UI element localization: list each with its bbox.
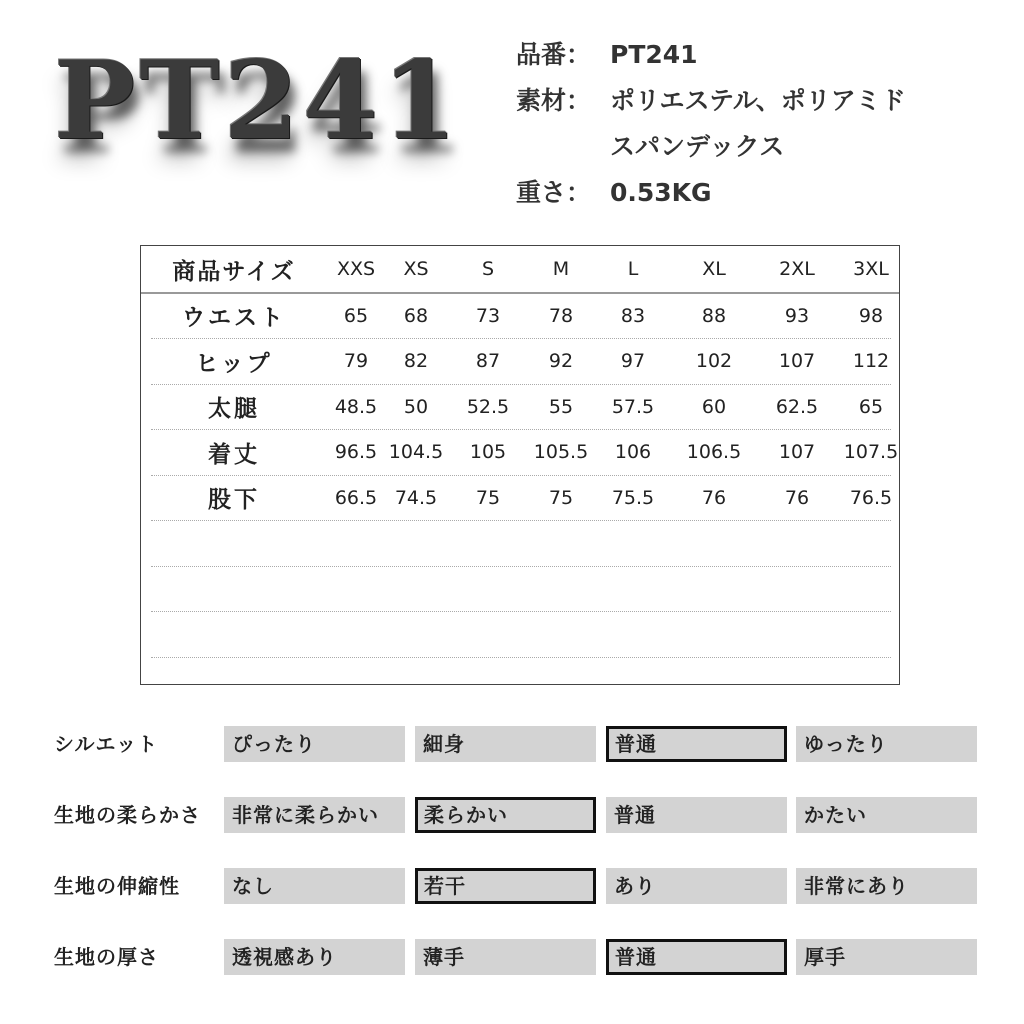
property-label: 生地の伸縮性 — [54, 874, 180, 898]
size-header-xxs: XXS — [336, 258, 376, 280]
size-value-cell: 107.5 — [843, 441, 899, 463]
property-option: なし — [224, 868, 405, 904]
row-label: 太腿 — [208, 396, 260, 422]
size-value-cell: 93 — [784, 304, 810, 327]
size-value-cell: 57.5 — [611, 395, 655, 418]
size-value-cell: 97 — [620, 350, 646, 372]
property-label: 生地の厚さ — [54, 945, 159, 969]
spec-key: 品番： — [516, 40, 592, 69]
row-label: ヒップ — [195, 350, 273, 377]
size-header-xl: XL — [702, 258, 726, 280]
spec-material-cont — [516, 128, 906, 174]
size-table-row — [151, 384, 891, 430]
spec-key: 素材： — [516, 86, 592, 115]
row-label: 股下 — [208, 487, 260, 513]
size-header-m: M — [552, 258, 570, 280]
property-option: ゆったり — [796, 726, 977, 762]
property-row — [0, 724, 1024, 764]
property-option: 普通 — [606, 797, 787, 833]
property-option: かたい — [796, 797, 977, 833]
size-value-cell: 107 — [778, 350, 816, 372]
size-value-cell: 75.5 — [611, 486, 655, 509]
size-table-row — [151, 430, 899, 476]
row-label: ウエスト — [182, 305, 286, 331]
spec-product-no — [516, 36, 906, 82]
spec-weight — [516, 174, 906, 220]
size-value-cell: 107 — [778, 441, 816, 463]
property-option: あり — [606, 868, 787, 904]
size-value-cell: 106.5 — [686, 441, 742, 463]
property-option-selected: 普通 — [606, 939, 787, 975]
spec-value: PT241 — [610, 40, 698, 69]
size-header-label: 商品サイズ — [172, 258, 296, 285]
property-label: シルエット — [54, 732, 159, 756]
size-value-cell: 76 — [701, 486, 727, 509]
size-table-header — [141, 246, 899, 294]
size-value-cell: 48.5 — [334, 395, 378, 418]
size-table — [140, 245, 900, 685]
size-value-cell: 106 — [614, 441, 652, 463]
size-header-2xl: 2XL — [779, 258, 815, 280]
spec-value: ポリエステル、ポリアミド — [610, 86, 906, 115]
property-option: 透視感あり — [224, 939, 405, 975]
size-value-cell: 66.5 — [334, 486, 378, 509]
size-value-cell: 96.5 — [334, 441, 378, 463]
property-option-selected: 普通 — [606, 726, 787, 762]
product-logo — [40, 28, 460, 188]
size-value-cell: 78 — [548, 304, 574, 327]
size-value-cell: 83 — [620, 304, 646, 327]
spec-key: 重さ： — [516, 178, 592, 207]
property-option: 非常に柔らかい — [224, 797, 405, 833]
spec-value: 0.53KG — [610, 178, 712, 207]
size-table-empty-row — [151, 612, 891, 658]
size-value-cell: 104.5 — [388, 441, 444, 463]
size-value-cell: 82 — [403, 350, 429, 372]
size-value-cell: 112 — [852, 350, 890, 372]
row-label: 着丈 — [208, 441, 260, 468]
property-option: 細身 — [415, 726, 596, 762]
size-table-row — [151, 339, 891, 385]
size-value-cell: 76.5 — [849, 486, 893, 509]
size-table-row — [151, 475, 891, 521]
size-value-cell: 65 — [858, 395, 884, 418]
property-option: 薄手 — [415, 939, 596, 975]
size-value-cell: 102 — [695, 350, 733, 372]
size-value-cell: 68 — [403, 304, 429, 327]
size-header-l: L — [627, 258, 639, 280]
property-option: ぴったり — [224, 726, 405, 762]
size-header-xs: XS — [403, 258, 429, 280]
size-value-cell: 87 — [475, 350, 501, 372]
property-row — [0, 866, 1024, 906]
size-table-empty-row — [151, 566, 891, 612]
size-value-cell: 62.5 — [775, 395, 819, 418]
size-value-cell: 105 — [469, 441, 507, 463]
spec-value: スパンデックス — [610, 132, 785, 161]
property-option: 非常にあり — [796, 868, 977, 904]
property-option-selected: 若干 — [415, 868, 596, 904]
property-option-selected: 柔らかい — [415, 797, 596, 833]
size-value-cell: 76 — [784, 486, 810, 509]
size-table-empty-row — [151, 521, 891, 567]
spec-block — [516, 36, 906, 220]
size-value-cell: 98 — [858, 304, 884, 327]
property-option: 厚手 — [796, 939, 977, 975]
size-value-cell: 55 — [548, 395, 574, 418]
size-value-cell: 92 — [548, 350, 574, 372]
size-value-cell: 74.5 — [394, 486, 438, 509]
size-value-cell: 105.5 — [533, 441, 589, 463]
logo-text: PT241 — [54, 38, 462, 164]
spec-material — [516, 82, 906, 128]
size-value-cell: 75 — [548, 486, 574, 509]
property-row — [0, 937, 1024, 977]
property-row — [0, 795, 1024, 835]
size-value-cell: 65 — [343, 304, 369, 327]
size-value-cell: 50 — [403, 395, 429, 418]
size-value-cell: 73 — [475, 304, 501, 327]
size-value-cell: 52.5 — [466, 395, 510, 418]
size-table-row — [151, 293, 891, 339]
size-value-cell: 60 — [701, 395, 727, 418]
size-header-s: S — [481, 258, 495, 280]
size-value-cell: 75 — [475, 486, 501, 509]
size-value-cell: 79 — [343, 350, 369, 372]
property-label: 生地の柔らかさ — [54, 803, 201, 827]
size-value-cell: 88 — [701, 304, 727, 327]
size-header-3xl: 3XL — [853, 258, 889, 280]
